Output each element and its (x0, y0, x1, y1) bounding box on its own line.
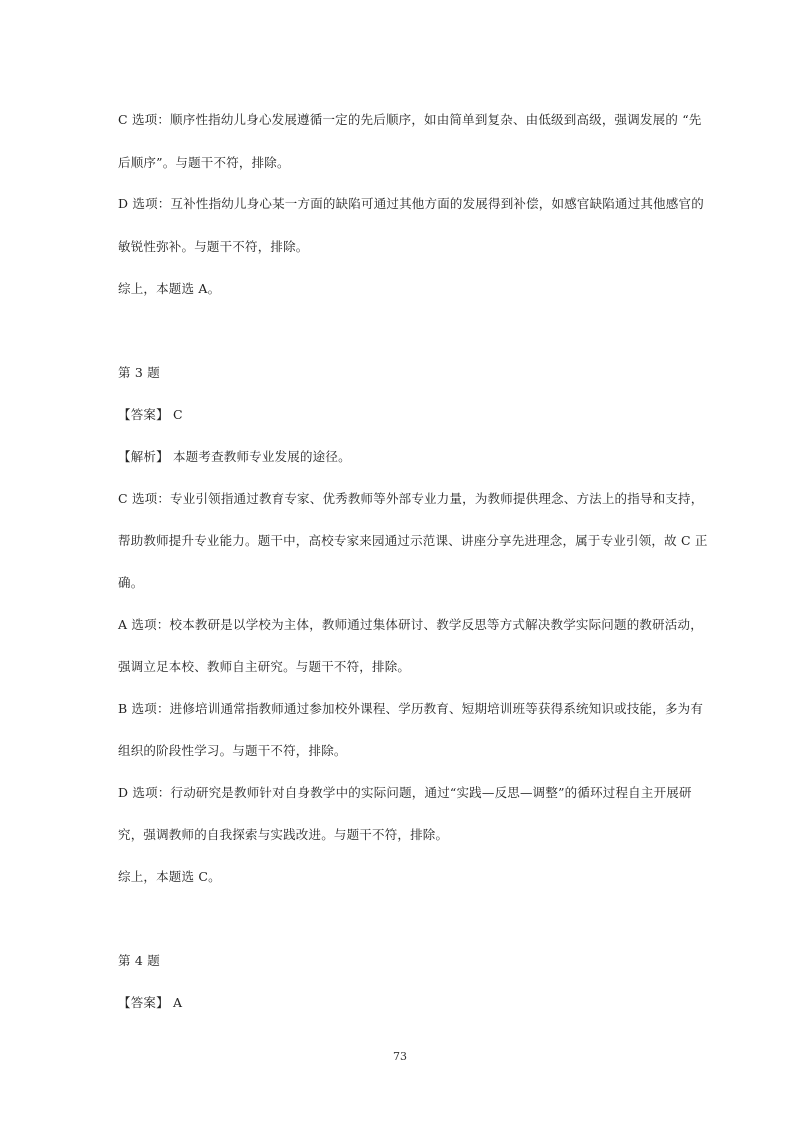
option-c-explanation-line-1: C 选项：顺序性指幼儿身心发展遵循一定的先后顺序，如由简单到复杂、由低级到高级，强调发展的 “先 (118, 112, 702, 127)
conclusion-q2: 综上，本题选 A。 (118, 281, 221, 296)
q3-option-d-line-1: D 选项：行动研究是教师针对自身教学中的实际问题，通过“实践—反思—调整”的循环过程自主开展研 (118, 785, 692, 800)
q3-option-b-line-2: 组织的阶段性学习。与题干不符，排除。 (118, 743, 347, 758)
option-d-explanation-line-2: 敏锐性弥补。与题干不符，排除。 (118, 239, 309, 254)
page-number: 73 (393, 1050, 407, 1063)
option-d-explanation-line-1: D 选项：互补性指幼儿身心某一方面的缺陷可通过其他方面的发展得到补偿，如感官缺陷通过其他感官的 (118, 196, 704, 211)
question-4-heading: 第 4 题 (118, 953, 160, 968)
question-3-analysis: 【解析】 本题考查教师专业发展的途径。 (118, 449, 351, 464)
conclusion-q3: 综上，本题选 C。 (118, 869, 221, 884)
q3-option-d-line-2: 究，强调教师的自我探索与实践改进。与题干不符，排除。 (118, 827, 449, 842)
q3-option-b-line-1: B 选项：进修培训通常指教师通过参加校外课程、学历教育、短期培训班等获得系统知识或技能，多为有 (118, 701, 704, 716)
option-c-explanation-line-2: 后顺序”。与题干不符，排除。 (118, 155, 290, 170)
q3-option-c-line-3: 确。 (118, 575, 144, 590)
question-3-answer: 【答案】 C (118, 407, 183, 422)
question-3-heading: 第 3 题 (118, 365, 160, 380)
q3-option-c-line-1: C 选项：专业引领指通过教育专家、优秀教师等外部专业力量，为教师提供理念、方法上的指导和支持， (118, 491, 704, 506)
q3-option-c-line-2: 帮助教师提升专业能力。题干中，高校专家来园通过示范课、讲座分享先进理念，属于专业引领，故 C 正 (118, 533, 708, 548)
question-4-answer: 【答案】 A (118, 995, 183, 1010)
q3-option-a-line-2: 强调立足本校、教师自主研究。与题干不符，排除。 (118, 659, 411, 674)
q3-option-a-line-1: A 选项：校本教研是以学校为主体，教师通过集体研讨、教学反思等方式解决教学实际问题的教研活动， (118, 617, 703, 632)
